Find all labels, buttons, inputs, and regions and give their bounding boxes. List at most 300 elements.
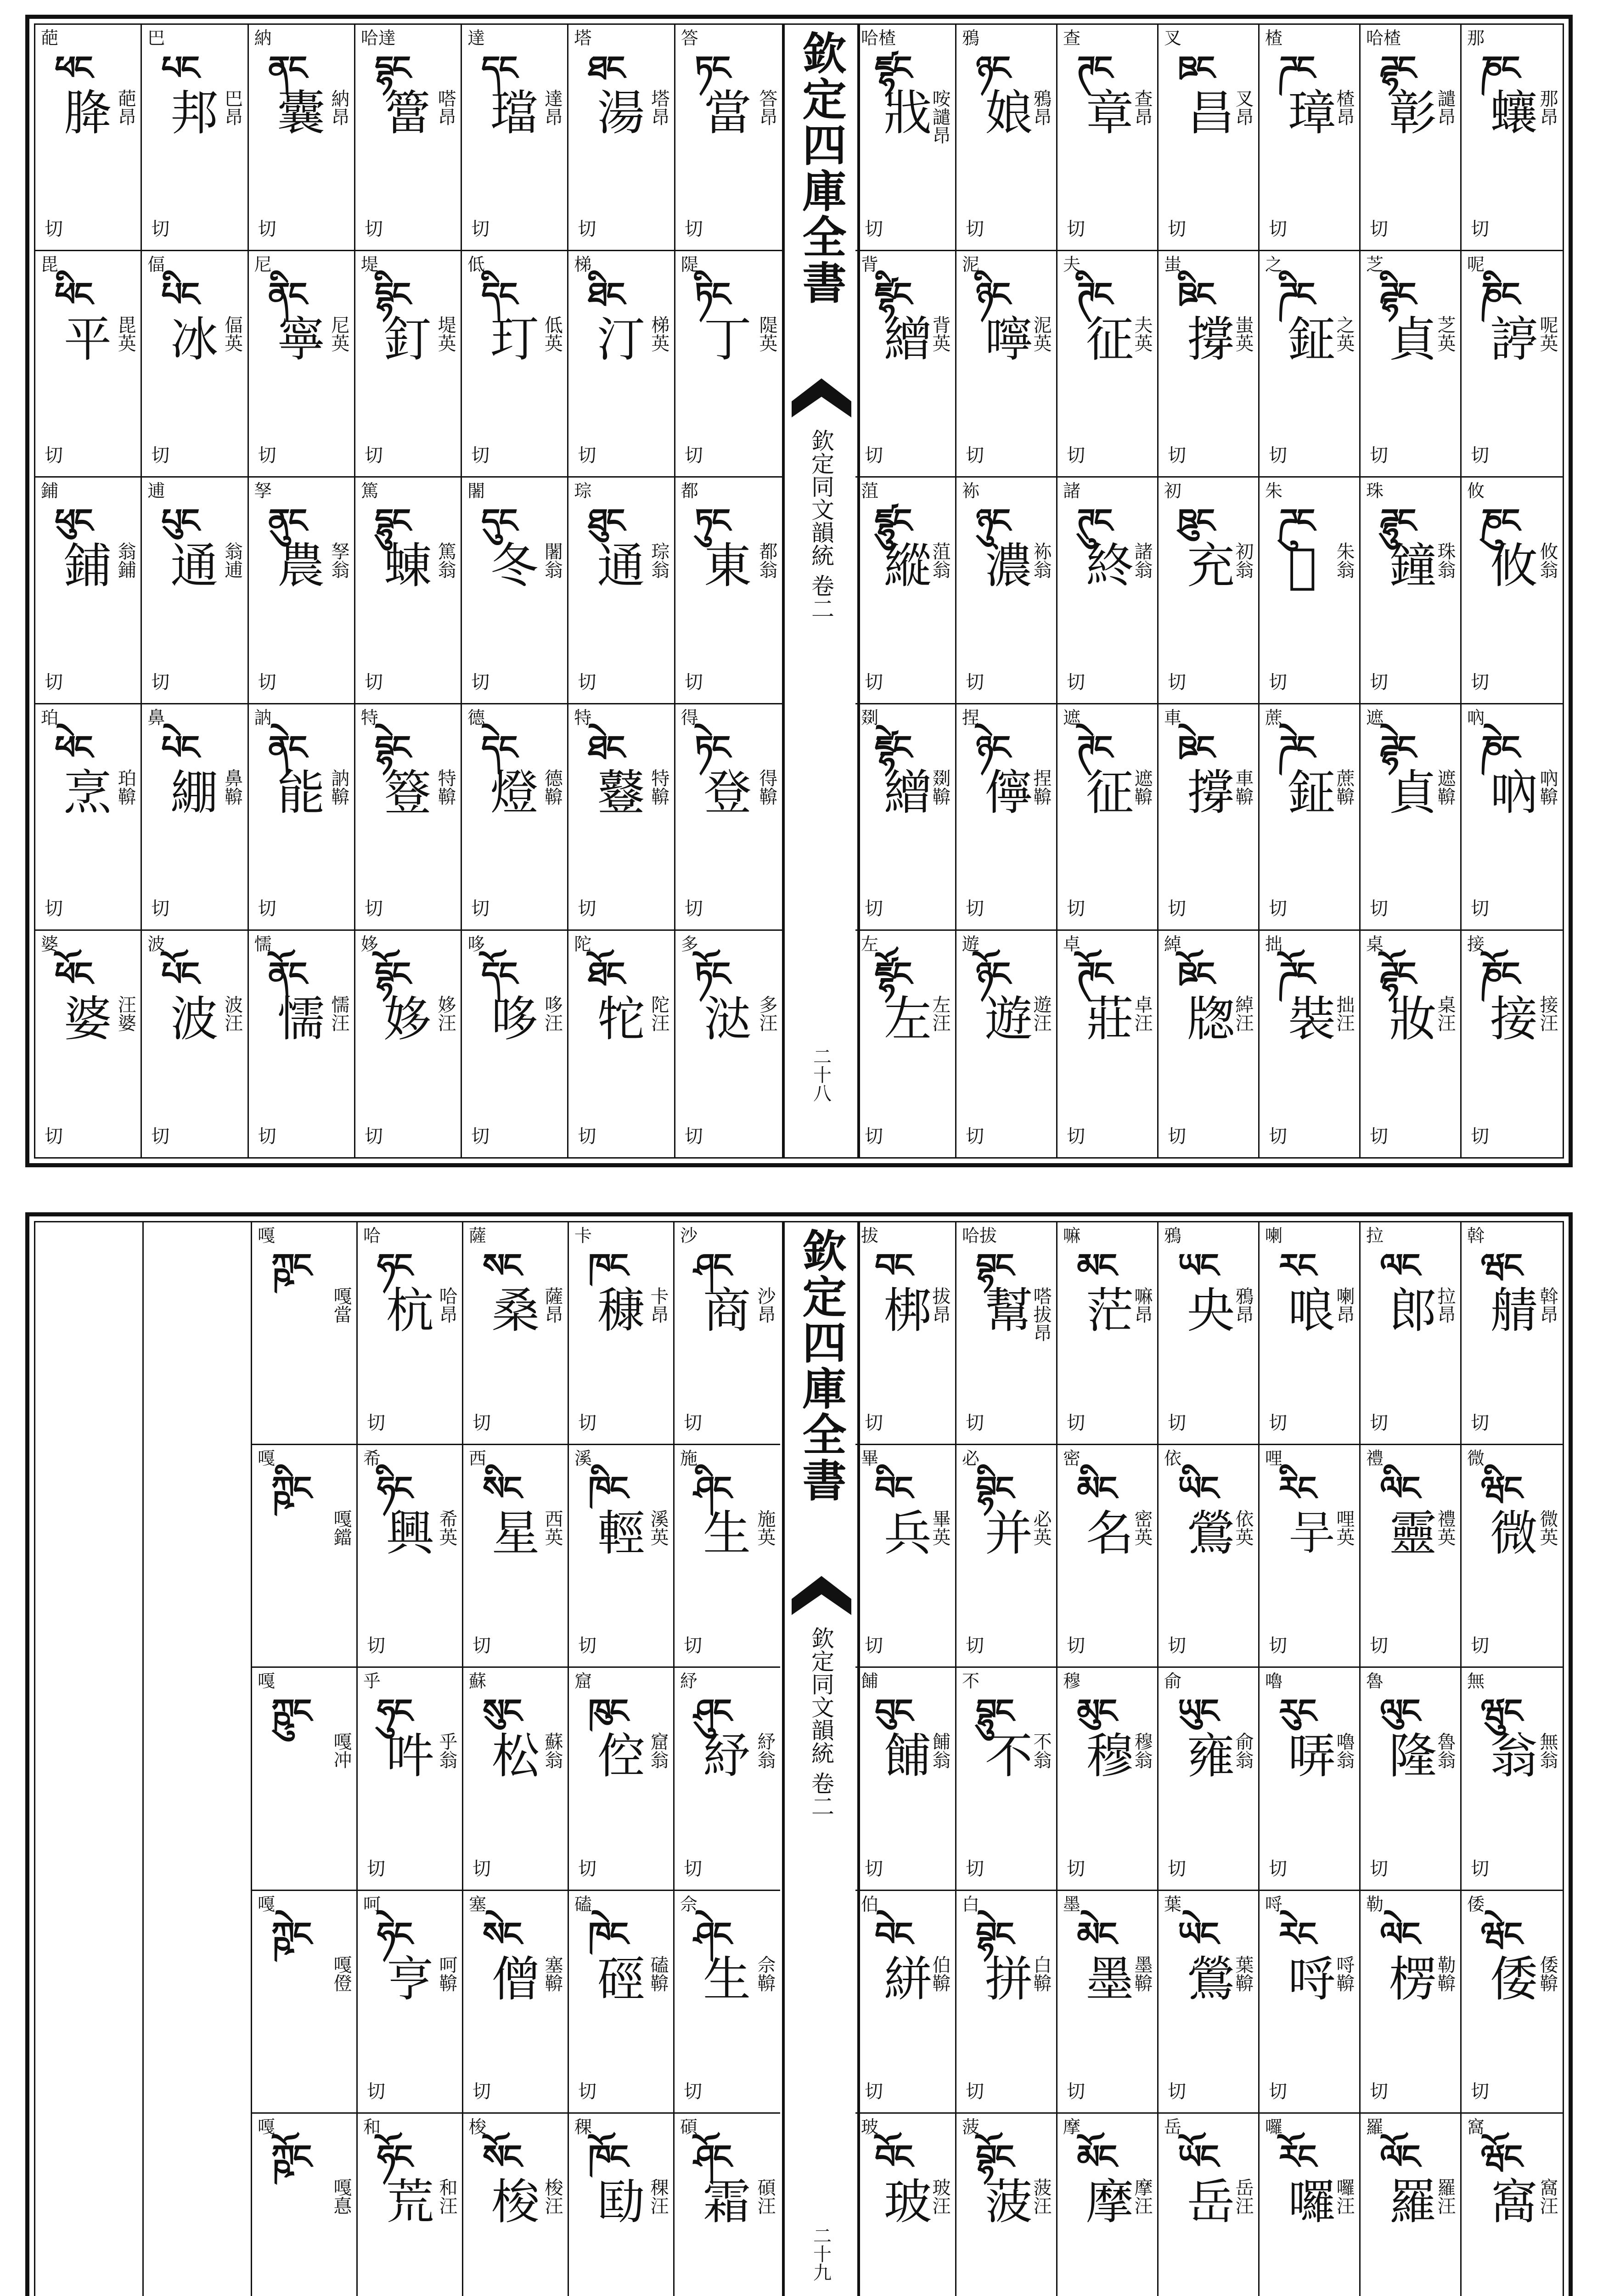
tibetan-syllable: ཡེང	[1178, 1914, 1217, 1953]
initial-label: 特	[360, 707, 378, 728]
syllable-cell	[855, 478, 956, 704]
fanqie-annotation: 嗒拔昂	[1030, 1287, 1052, 1342]
initial-label: 佘	[680, 1894, 698, 1914]
syllable-grid-left	[252, 1222, 780, 2296]
initial-label: 達	[467, 28, 485, 48]
initial-label: 拉	[1366, 1226, 1384, 1246]
tibetan-syllable: བྷོང	[976, 2137, 1012, 2176]
syllable-cell	[568, 251, 675, 478]
chinese-character: 玻	[884, 2173, 932, 2230]
initial-label: 琮	[574, 481, 592, 501]
tibetan-syllable: ཡང	[1178, 1246, 1217, 1285]
syllable-cell	[956, 251, 1057, 478]
qie-marker: 切	[367, 1858, 385, 1880]
initial-label: 巴	[147, 28, 165, 48]
qie-marker: 切	[1370, 445, 1388, 467]
chinese-character: 能	[277, 764, 325, 821]
fanqie-annotation: 嗒昂	[435, 89, 456, 126]
initial-label: 左	[861, 934, 879, 954]
initial-label: 尼	[254, 254, 272, 275]
qie-marker: 切	[1067, 2081, 1085, 2102]
qie-marker: 切	[1269, 2081, 1287, 2102]
tibetan-syllable: ཐང	[588, 49, 624, 87]
syllable-cell	[569, 2114, 675, 2296]
syllable-cell	[1260, 478, 1361, 704]
initial-label: 哈拔	[962, 1226, 997, 1246]
tibetan-syllable: ཉུང	[976, 501, 1009, 540]
chinese-character: 茫	[1086, 1283, 1134, 1339]
qie-marker: 切	[865, 1858, 883, 1880]
initial-label: 嘎	[258, 1671, 276, 1692]
fanqie-annotation: 微英	[1537, 1509, 1558, 1547]
qie-marker: 切	[151, 1126, 170, 1147]
qie-marker: 切	[684, 1635, 702, 1657]
qie-marker: 切	[865, 445, 883, 467]
fanqie-annotation: 那昂	[1537, 89, 1558, 126]
syllable-cell	[355, 251, 462, 478]
initial-label: 囉	[1265, 2116, 1283, 2137]
qie-marker: 切	[1370, 1126, 1388, 1147]
syllable-cell	[1361, 704, 1462, 931]
fanqie-annotation: 佘鞥	[754, 1955, 776, 1992]
chinese-character: 姼	[383, 990, 432, 1047]
syllable-cell	[463, 1445, 569, 1668]
initial-label: 哈楂	[1366, 28, 1401, 48]
fanqie-annotation: 背英	[929, 315, 951, 353]
qie-marker: 切	[865, 2081, 883, 2102]
syllable-cell	[1159, 2114, 1260, 2296]
qie-marker: 切	[472, 2081, 491, 2102]
tibetan-syllable: ཀྵུང	[271, 1692, 310, 1731]
initial-label: 吶	[1467, 707, 1485, 728]
syllable-cell	[1462, 2114, 1563, 2296]
volume-subtitle: 欽定同文韻統 卷二	[808, 429, 834, 620]
initial-label: 碩	[680, 2116, 698, 2137]
qie-marker: 切	[966, 1126, 984, 1147]
fanqie-annotation: 倭鞥	[1537, 1955, 1558, 1992]
initial-label: 沙	[680, 1226, 698, 1246]
chinese-character: 兵	[884, 1505, 932, 1562]
fanqie-annotation: 多汪	[756, 995, 777, 1032]
tibetan-syllable: སེང	[483, 1914, 521, 1953]
initial-label: 那	[1467, 28, 1485, 48]
initial-label: 背	[861, 254, 879, 275]
qie-marker: 切	[1269, 445, 1287, 467]
qie-marker: 切	[966, 2081, 984, 2102]
qie-marker: 切	[1067, 1412, 1085, 1434]
chinese-character: 嚀	[985, 311, 1033, 368]
initial-label: 陀	[574, 934, 592, 954]
chinese-character: 蝀	[383, 538, 432, 594]
tibetan-syllable: དྷུང	[374, 501, 410, 540]
fanqie-annotation: 左汪	[929, 995, 951, 1032]
syllable-cell	[249, 478, 355, 704]
qie-marker: 切	[578, 2081, 596, 2102]
fanqie-annotation: 芝英	[1434, 315, 1456, 353]
chinese-character: 紓	[703, 1728, 751, 1784]
tibetan-syllable: ཌྷོང	[1380, 954, 1415, 993]
qie-marker: 切	[865, 671, 883, 693]
tibetan-syllable: སང	[483, 1246, 521, 1285]
fanqie-annotation: 翁鋪	[115, 542, 136, 579]
chinese-character: 隆	[1389, 1728, 1437, 1784]
tibetan-syllable: ཌྷེང	[1380, 728, 1415, 767]
initial-label: 多	[681, 934, 698, 954]
syllable-cell	[1361, 931, 1462, 1157]
fanqie-annotation: 玻汪	[929, 2178, 951, 2215]
initial-label: 朱	[1265, 481, 1283, 501]
chinese-character: 簦	[383, 764, 432, 821]
qie-marker: 切	[1269, 1635, 1287, 1657]
tibetan-syllable: ཌེང	[1279, 728, 1314, 767]
syllable-cell	[1462, 251, 1563, 478]
initial-label: 接	[1467, 934, 1485, 954]
syllable-cell	[855, 25, 956, 251]
chinese-character: 倭	[1490, 1951, 1538, 2007]
qie-marker: 切	[1168, 1858, 1186, 1880]
initial-label: 孥	[254, 481, 272, 501]
book-title: 欽定四庫全書	[795, 1228, 847, 1503]
syllable-cell	[1057, 931, 1159, 1157]
syllable-cell	[956, 2114, 1057, 2296]
initial-label: 綽	[1164, 934, 1182, 954]
chinese-character: 征	[1086, 311, 1134, 368]
initial-label: 羅	[1366, 2116, 1384, 2137]
folio-number: 二十八	[810, 1047, 832, 1102]
syllable-cell	[355, 931, 462, 1157]
chinese-character: 杭	[386, 1283, 434, 1339]
fanqie-annotation: 珀鞥	[115, 768, 136, 805]
qie-marker: 切	[45, 671, 63, 693]
tibetan-syllable: བྷེང	[976, 1914, 1012, 1953]
fanqie-annotation: 琮翁	[648, 542, 669, 579]
syllable-cell	[1159, 251, 1260, 478]
initial-label: 婆	[41, 934, 59, 954]
qie-marker: 切	[865, 898, 883, 919]
chinese-character: 懦	[277, 990, 325, 1047]
chinese-character: 名	[1086, 1505, 1134, 1562]
fanqie-annotation: 偪英	[221, 315, 243, 353]
syllable-cell	[35, 251, 142, 478]
initial-label: 餔	[861, 1671, 879, 1692]
chinese-character: 牎	[1187, 990, 1235, 1047]
tibetan-syllable: ཌིང	[1279, 275, 1314, 314]
tibetan-syllable: ཁུང	[588, 1692, 627, 1731]
chinese-character: 簹	[383, 85, 432, 141]
chinese-character: 鉦	[1288, 764, 1336, 821]
chinese-character: 烹	[64, 764, 112, 821]
tibetan-syllable: པེང	[161, 728, 198, 767]
tibetan-syllable: ཏེང	[694, 728, 729, 767]
chinese-character: 餔	[884, 1728, 932, 1784]
syllable-cell	[1159, 478, 1260, 704]
chinese-character: 繒	[884, 311, 932, 368]
syllable-cell	[1260, 25, 1361, 251]
syllable-cell	[956, 1222, 1057, 1445]
qie-marker: 切	[1168, 1126, 1186, 1147]
syllable-cell	[142, 931, 248, 1157]
qie-marker: 切	[966, 1635, 984, 1657]
tibetan-syllable: ཌྷིང	[1380, 275, 1415, 314]
fanqie-annotation: 捏鞥	[1030, 768, 1052, 805]
fanqie-annotation: 特鞥	[435, 768, 456, 805]
qie-marker: 切	[1370, 1635, 1388, 1657]
syllable-cell	[1361, 251, 1462, 478]
chinese-character: 并	[985, 1505, 1033, 1562]
fanqie-annotation: 俞翁	[1232, 1732, 1254, 1769]
chinese-character: 繒	[884, 764, 932, 821]
syllable-cell	[956, 931, 1057, 1157]
qie-marker: 切	[684, 219, 703, 240]
initial-label: 姼	[360, 934, 378, 954]
fanqie-annotation: 羅汪	[1434, 2178, 1456, 2215]
qie-marker: 切	[966, 1858, 984, 1880]
chinese-character: 楞	[1389, 1951, 1437, 2007]
fanqie-annotation: 勒鞥	[1434, 1955, 1456, 1992]
syllable-cell	[1159, 25, 1260, 251]
fanqie-annotation: 遊汪	[1030, 995, 1052, 1032]
qie-marker: 切	[684, 898, 703, 919]
initial-label: 禮	[1366, 1448, 1384, 1469]
syllable-cell	[569, 1668, 675, 1891]
syllable-cell	[252, 1891, 358, 2114]
syllable-cell	[249, 251, 355, 478]
syllable-cell	[855, 1668, 956, 1891]
syllable-cell	[675, 478, 782, 704]
chinese-character: 岳	[1187, 2173, 1235, 2230]
syllable-cell	[1057, 251, 1159, 478]
syllable-cell	[1057, 1891, 1159, 2114]
tibetan-syllable: ཋུང	[1178, 501, 1214, 540]
chinese-character: 章	[1086, 85, 1134, 141]
syllable-cell	[1260, 2114, 1361, 2296]
qie-marker: 切	[1269, 1126, 1287, 1147]
tibetan-syllable: ཋང	[1178, 49, 1214, 87]
fanqie-annotation: 訥鞥	[328, 768, 349, 805]
qie-marker: 切	[364, 898, 383, 919]
qie-marker: 切	[684, 1858, 702, 1880]
qie-marker: 切	[471, 445, 490, 467]
tibetan-syllable: བྷང	[976, 1246, 1012, 1285]
syllable-cell	[855, 1891, 956, 2114]
qie-marker: 切	[1471, 1126, 1489, 1147]
syllable-cell	[355, 478, 462, 704]
qie-marker: 切	[364, 445, 383, 467]
initial-label: 芝	[1366, 254, 1384, 275]
fanqie-annotation: 楂昂	[1333, 89, 1355, 126]
initial-label: 哷	[1265, 1894, 1283, 1914]
tibetan-syllable: ཝེང	[1481, 1914, 1521, 1953]
qie-marker: 切	[1471, 2081, 1489, 2102]
initial-label: 隄	[681, 254, 698, 275]
fanqie-annotation: 車鞥	[1232, 768, 1254, 805]
qie-marker: 切	[1471, 1858, 1489, 1880]
chinese-character: 妝	[1389, 990, 1437, 1047]
fanqie-annotation: 闍翁	[541, 542, 563, 579]
syllable-cell	[1159, 704, 1260, 931]
tibetan-syllable: ཎང	[1481, 49, 1519, 87]
qie-marker: 切	[471, 671, 490, 693]
initial-label: 乎	[363, 1671, 381, 1692]
tibetan-syllable: ཤོང	[694, 2137, 731, 2176]
qie-marker: 切	[1067, 1635, 1085, 1657]
syllable-cell	[568, 25, 675, 251]
initial-label: 桌	[1366, 934, 1384, 954]
fanqie-annotation: 哩英	[1333, 1509, 1355, 1547]
empty-columns	[35, 1222, 252, 2296]
syllable-cell	[142, 25, 248, 251]
tibetan-syllable: ཕིང	[55, 275, 91, 314]
fanqie-annotation: 查昂	[1131, 89, 1153, 126]
chinese-character: 哆	[490, 990, 539, 1047]
initial-label: 哈	[363, 1226, 381, 1246]
initial-label: 叉	[1164, 28, 1182, 48]
chinese-character: 雍	[1187, 1728, 1235, 1784]
fanqie-annotation: 懦汪	[328, 995, 349, 1032]
tibetan-syllable: རིང	[1279, 1469, 1315, 1508]
qie-marker: 切	[151, 671, 170, 693]
qie-marker: 切	[471, 1126, 490, 1147]
fanqie-annotation: 梭汪	[542, 2178, 563, 2215]
fanqie-annotation: 和汪	[436, 2178, 457, 2215]
syllable-cell	[569, 1891, 675, 2114]
syllable-cell	[249, 25, 355, 251]
initial-label: 塞	[469, 1894, 487, 1914]
chinese-character: 硜	[597, 1951, 646, 2007]
chinese-character: 桑	[492, 1283, 540, 1339]
qie-marker: 切	[1269, 671, 1287, 693]
tibetan-syllable: ཡུང	[1178, 1692, 1217, 1731]
fanqie-annotation: 譴昂	[1434, 89, 1456, 126]
tibetan-syllable: ཁོང	[588, 2137, 627, 2176]
syllable-cell	[462, 25, 568, 251]
initial-label: 嘎	[258, 1894, 276, 1914]
qie-marker: 切	[1168, 2081, 1186, 2102]
tibetan-syllable: རོང	[1279, 2137, 1315, 2176]
syllable-grid-left	[35, 25, 782, 1157]
fanqie-annotation: 墨鞥	[1131, 1955, 1153, 1992]
qie-marker: 切	[471, 219, 490, 240]
syllable-cell	[358, 1445, 463, 1668]
fanqie-annotation: 納昂	[328, 89, 349, 126]
fanqie-annotation: 卓汪	[1131, 995, 1153, 1032]
qie-marker: 切	[1370, 898, 1388, 919]
initial-label: 捏	[962, 707, 980, 728]
tibetan-syllable: ཕང	[55, 49, 91, 87]
initial-label: 穆	[1063, 1671, 1081, 1692]
fanqie-annotation: 桌汪	[1434, 995, 1456, 1032]
initial-label: 哈達	[360, 28, 396, 48]
qie-marker: 切	[1168, 1635, 1186, 1657]
initial-label: 俞	[1164, 1671, 1182, 1692]
fanqie-annotation: 夫英	[1131, 315, 1153, 353]
initial-label: 納	[254, 28, 272, 48]
chinese-character: 丁	[703, 311, 752, 368]
qie-marker: 切	[966, 219, 984, 240]
chinese-character: 登	[703, 764, 752, 821]
syllable-cell	[463, 1891, 569, 2114]
initial-label: 嚕	[1265, 1671, 1283, 1692]
chinese-character: 哴	[1288, 1283, 1336, 1339]
tibetan-syllable: ཛྷང	[875, 49, 911, 87]
fanqie-annotation: 咹譴昂	[929, 89, 951, 144]
qie-marker: 切	[472, 1858, 491, 1880]
tibetan-syllable: ཏིང	[694, 275, 729, 314]
tibetan-syllable: ཏང	[694, 49, 729, 87]
initial-label: 都	[681, 481, 698, 501]
qie-marker: 切	[578, 1412, 596, 1434]
qie-marker: 切	[865, 219, 883, 240]
chinese-character: 哢	[1288, 1728, 1336, 1784]
chinese-character: 幫	[985, 1283, 1033, 1339]
qie-marker: 切	[258, 219, 276, 240]
tibetan-syllable: ཌང	[1279, 49, 1314, 87]
qie-marker: 切	[1471, 671, 1489, 693]
chinese-character: 娘	[985, 85, 1033, 141]
initial-label: 葩	[41, 28, 59, 48]
tibetan-syllable: ལུང	[1380, 1692, 1419, 1731]
fanqie-annotation: 巴昂	[221, 89, 243, 126]
initial-label: 逋	[147, 481, 165, 501]
tibetan-syllable: ཋིང	[1178, 275, 1214, 314]
fanqie-annotation: 梯英	[648, 315, 669, 353]
chinese-character: 翁	[1490, 1728, 1538, 1784]
fanqie-annotation: 囉汪	[1333, 2178, 1355, 2215]
chinese-character: 吽	[386, 1728, 434, 1784]
syllable-cell	[956, 478, 1057, 704]
initial-label: 得	[681, 707, 698, 728]
chinese-character: 璋	[1288, 85, 1336, 141]
chinese-character: 鶯	[1187, 1505, 1235, 1562]
initial-label: 泥	[962, 254, 980, 275]
initial-label: 遮	[1366, 707, 1384, 728]
tibetan-syllable: ཤུང	[694, 1692, 731, 1731]
initial-label: 必	[962, 1448, 980, 1469]
tibetan-syllable: ཕེང	[55, 728, 91, 767]
tibetan-syllable: སུང	[483, 1692, 521, 1731]
syllable-cell	[358, 2114, 463, 2296]
initial-label: 夫	[1063, 254, 1081, 275]
fanqie-annotation: 叉昂	[1232, 89, 1254, 126]
syllable-cell	[675, 251, 782, 478]
chinese-character: 梭	[492, 2173, 540, 2230]
tibetan-syllable: ཎིང	[1481, 275, 1519, 314]
fanqie-annotation: 紓翁	[754, 1732, 776, 1769]
fanqie-annotation: 蘇翁	[542, 1732, 563, 1769]
fanqie-annotation: 都翁	[756, 542, 777, 579]
syllable-cell	[956, 704, 1057, 931]
initial-label: 特	[574, 707, 592, 728]
syllable-cell	[462, 704, 568, 931]
initial-label: 窟	[574, 1671, 592, 1692]
syllable-cell	[956, 1445, 1057, 1668]
tibetan-syllable: ཤིང	[694, 1469, 731, 1508]
syllable-cell	[675, 1445, 780, 1668]
tibetan-syllable: ཎུང	[1481, 501, 1519, 540]
initial-label: 遮	[1063, 707, 1081, 728]
tibetan-syllable: དང	[481, 49, 516, 87]
syllable-cell	[35, 478, 142, 704]
qie-marker: 切	[578, 1858, 596, 1880]
qie-marker: 切	[472, 1635, 491, 1657]
chinese-character: 征	[1086, 764, 1134, 821]
fanqie-annotation: 嘛昂	[1131, 1287, 1153, 1323]
chinese-character: 羅	[1389, 2173, 1437, 2230]
qie-marker: 切	[1370, 2081, 1388, 2102]
fanqie-annotation: 菠汪	[1030, 2178, 1052, 2215]
syllable-cell	[35, 25, 142, 251]
qie-marker: 切	[1471, 1635, 1489, 1657]
